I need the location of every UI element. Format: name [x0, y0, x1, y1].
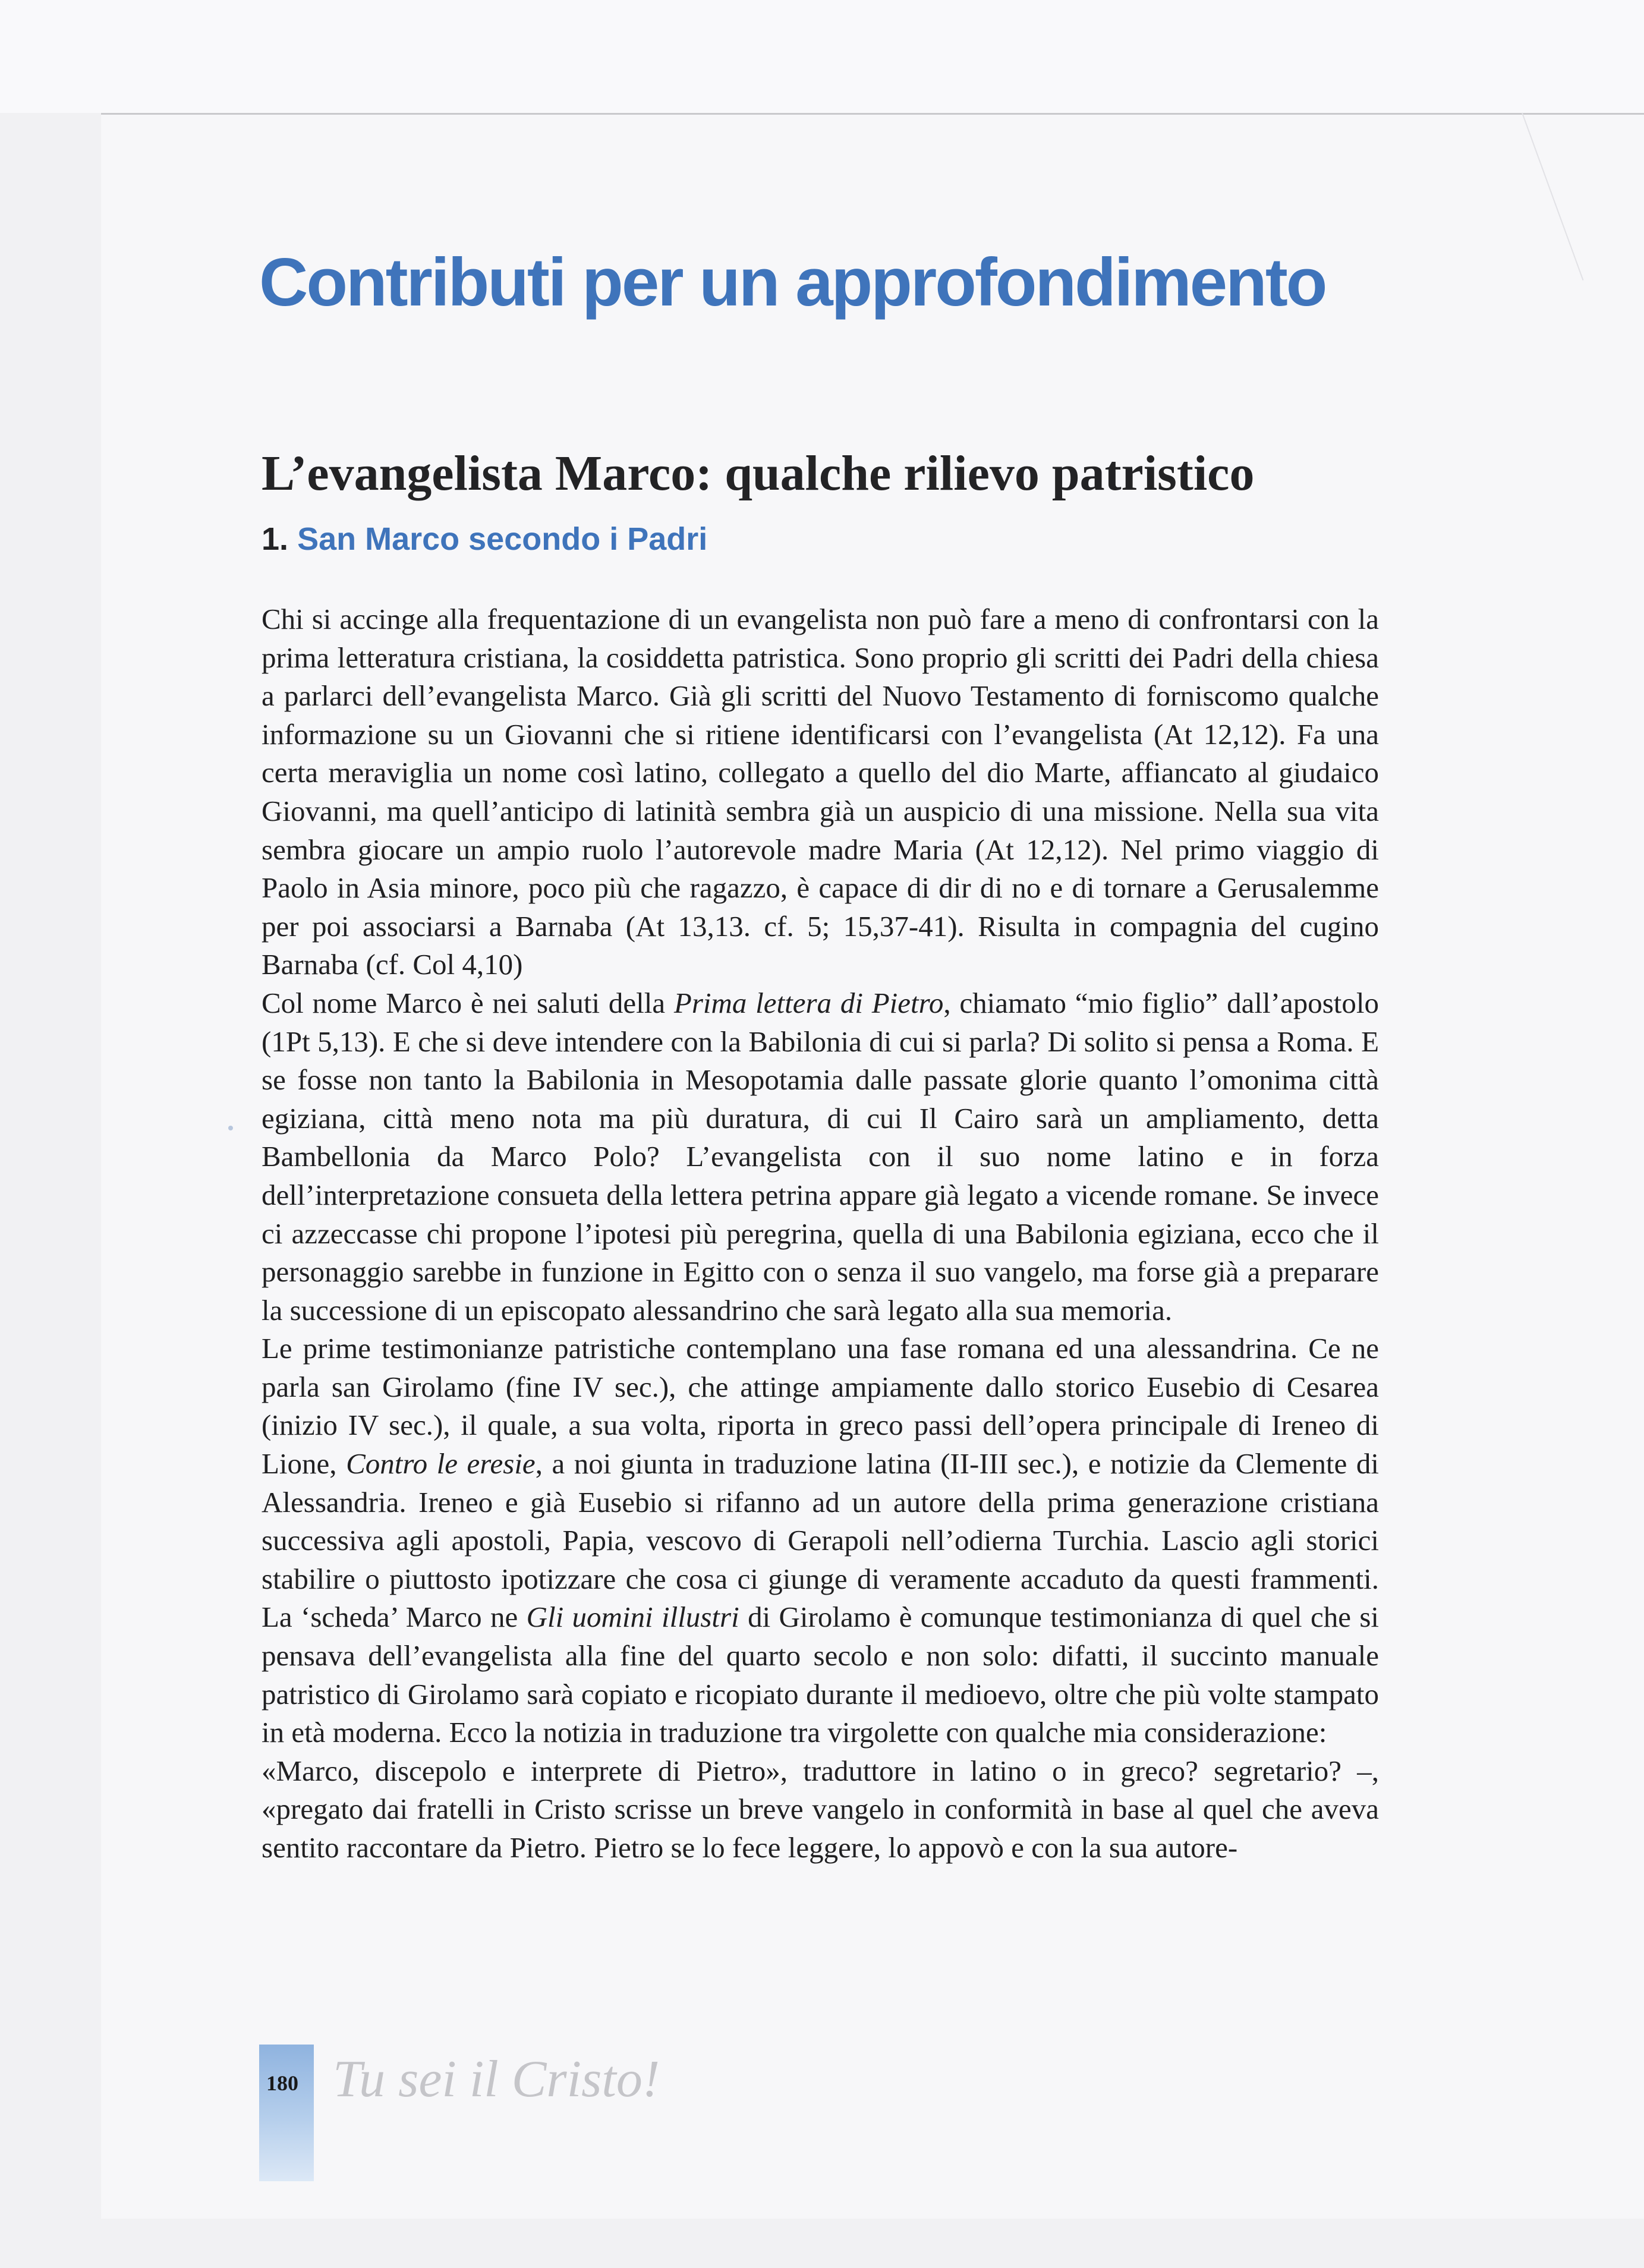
article-title: L’evangelista Marco: qualche rilievo patristico — [262, 446, 1255, 501]
paragraph-3-text-a: Le prime testimonianze patristiche contemplano una fase romana ed una alessandrina. Ce ne parla san Girolamo (fine IV sec.), che attinge ampiamente dallo storico Eusebio di Cesarea (inizio IV sec.), il quale, a sua volta, riporta in greco passi dell’opera principale di Ireneo di Lione, — [262, 1332, 1379, 1480]
paragraph-2-text-a: Col nome Marco è nei saluti della — [262, 986, 674, 1019]
subheading — [262, 521, 707, 557]
scan-speck — [228, 1126, 233, 1130]
italic-title-contro-le-eresie: Contro le eresie — [346, 1447, 536, 1480]
page-number: 180 — [266, 2071, 298, 2095]
subheading-text: San Marco secondo i Padri — [297, 521, 708, 557]
paragraph-3 — [262, 1330, 1379, 1752]
paragraph-3-text-b: , a noi giunta in traduzione latina (II-III sec.), e notizie da Clemente di Alessandria. Ireneo e già Eusebio si rifanno ad un autore della prima generazione cristiana successiva agli apostoli, Papia, vescovo di Gerapoli nell’odierna Turchia. Lascio agli storici stabilire o piuttosto ipotizzare che cosa ci giunge di veramente accaduto da questi frammenti. La ‘scheda’ Marco ne — [262, 1447, 1380, 1634]
article-body — [262, 600, 1379, 1867]
italic-title-uomini-illustri: Gli uomini illustri — [526, 1601, 739, 1634]
section-title: Contributi per un approfondimento — [259, 245, 1326, 320]
subheading-number: 1. — [262, 521, 289, 557]
paragraph-3-text-c: di Girolamo è comunque testimonianza di quel che si pensava dell’evangelista alla fine del quarto secolo e non solo: difatti, il succinto manuale patristico di Girolamo sarà copiato e ricopiato durante il medioevo, oltre che più volte stampato in età moderna. Ecco la notizia in traduzione tra virgolette con qualche mia considerazione: — [262, 1601, 1379, 1749]
paragraph-4: «Marco, discepolo e interprete di Pietro», traduttore in latino o in greco? segretario? –, «pregato dai fratelli in Cristo scrisse un breve vangelo in conformità in base al quel che aveva sentito raccontare da Pietro. Pietro se lo fece leggere, lo appovò e con la sua autore- — [262, 1754, 1379, 1864]
footer-book-title: Tu sei il Cristo! — [333, 2050, 660, 2108]
paragraph-1: Chi si accinge alla frequentazione di un evangelista non può fare a meno di confrontarsi con la prima letteratura cristiana, la cosiddetta patristica. Sono proprio gli scritti dei Padri della chiesa a parlarci dell’evangelista Marco. Già gli scritti del Nuovo Testamento di forniscomo qualche informazione su un Giovanni che si ritiene identificarsi con l’evangelista (At 12,12). Fa una certa meraviglia un nome così latino, collegato a quello del dio Marte, affiancato al giudaico Giovanni, ma quell’anticipo di latinità sembra già un auspicio di una missione. Nella sua vita sembra giocare un ampio ruolo l’autorevole madre Maria (At 12,12). Nel primo viaggio di Paolo in Asia minore, poco più che ragazzo, è capace di dir di no e di tornare a Gerusalemme per poi associarsi a Barnaba (At 13,13. cf. 5; 15,37-41). Risulta in compagnia del cugino Barnaba (cf. Col 4,10) — [262, 603, 1379, 981]
paragraph-2 — [262, 984, 1379, 1330]
scan-background — [0, 0, 1644, 113]
paragraph-2-text-b: , chiamato “mio figlio” dall’apostolo (1Pt 5,13). E che si deve intendere con la Babilonia di cui si parla? Di solito si pensa a Roma. E se fosse non tanto la Babilonia in Mesopotamia dalle passate glorie quanto l’omonima città egiziana, città meno nota ma più duratura, di cui Il Cairo sarà un ampliamento, detta Bambellonia da Marco Polo? L’evangelista con il suo nome latino e in forza dell’interpretazione consueta della lettera petrina appare già legato a vicende romane. Se invece ci azzeccasse chi propone l’ipotesi più peregrina, quella di una Babilonia egiziana, ecco che il personaggio sarebbe in funzione in Egitto con o senza il suo vangelo, ma forse già a preparare la successione di un episcopato alessandrino che sarà legato alla sua memoria. — [262, 986, 1379, 1327]
footer-accent-bar — [259, 2045, 314, 2181]
italic-title-prima-lettera: Prima lettera di Pietro — [673, 986, 944, 1019]
